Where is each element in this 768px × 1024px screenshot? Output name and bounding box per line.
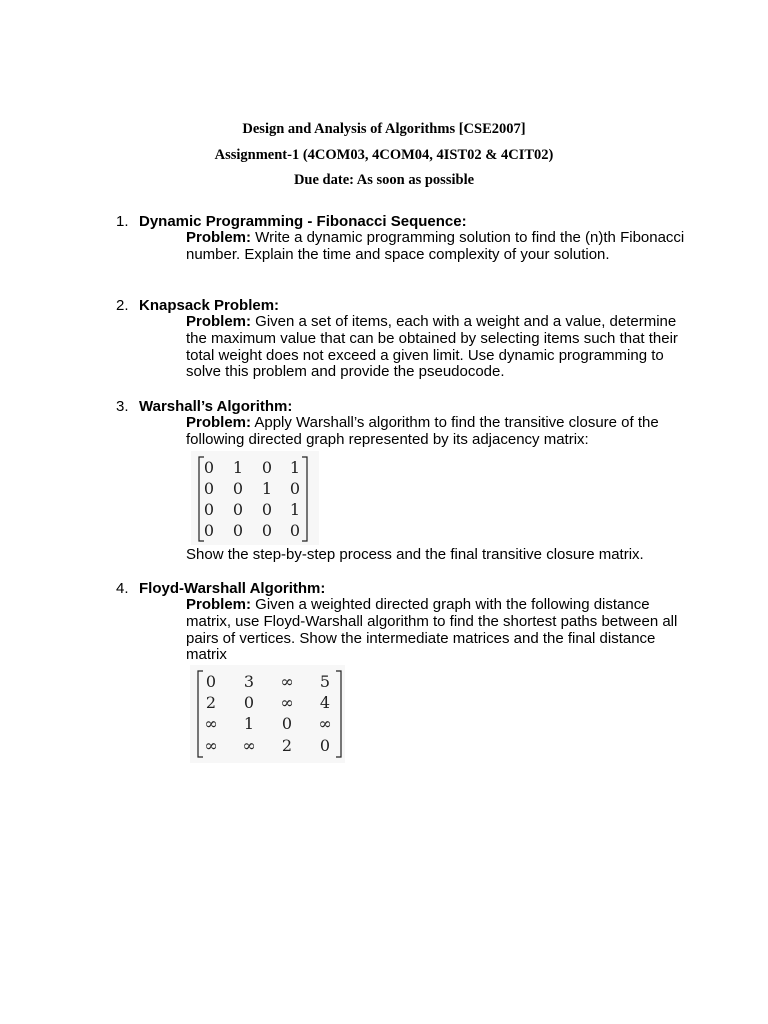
matrix-cell: ∞ <box>280 693 294 712</box>
matrix-cell: 5 <box>319 672 331 691</box>
question-3-text: Apply Warshall’s algorithm to find the transitive closure of the following directed graph represented by its adjacency matrix: <box>186 414 659 448</box>
distance-matrix <box>190 665 345 763</box>
matrix-cell: 0 <box>261 458 273 477</box>
question-4-problem <box>186 597 686 664</box>
matrix-cell: 4 <box>319 693 331 712</box>
question-2-title: Knapsack Problem: <box>139 297 280 314</box>
matrix-cell: 2 <box>205 693 217 712</box>
matrix-cell: 1 <box>232 458 244 477</box>
course-title: Design and Analysis of Algorithms [CSE2007] <box>242 121 526 137</box>
question-4-heading <box>116 580 325 597</box>
matrix-cell: 0 <box>203 521 215 540</box>
matrix-cell: 0 <box>203 479 215 498</box>
matrix-cell: 1 <box>261 479 273 498</box>
right-bracket <box>302 457 307 541</box>
matrix-cell: 1 <box>289 458 301 477</box>
matrix-cell: 0 <box>289 521 301 540</box>
matrix-cell: 3 <box>243 672 255 691</box>
question-3-problem <box>186 415 686 449</box>
question-1-text: Write a dynamic programming solution to find the (n)th Fibonacci number. Explain the time and space complexity of your solution. <box>186 229 685 263</box>
question-1-label: Problem: <box>186 229 252 246</box>
question-3-label: Problem: <box>186 414 252 431</box>
question-3-title: Warshall’s Algorithm: <box>139 398 293 415</box>
matrix-cell: 0 <box>232 479 244 498</box>
matrix-cell: ∞ <box>204 714 218 733</box>
question-1-problem <box>186 230 686 264</box>
question-4-title: Floyd-Warshall Algorithm: <box>139 580 326 597</box>
question-1-number: 1. <box>116 213 129 230</box>
matrix-cell: 0 <box>261 500 273 519</box>
matrix-cell: 1 <box>243 714 255 733</box>
matrix-cell: 0 <box>203 500 215 519</box>
matrix-cell: 0 <box>289 479 301 498</box>
question-2-number: 2. <box>116 297 129 314</box>
question-4-text: Given a weighted directed graph with the following distance matrix, use Floyd-Warshall algorithm to find the shortest paths between all pairs of vertices. Show the intermediate matrices and the final distance matrix <box>186 596 678 664</box>
matrix-cell: ∞ <box>318 714 332 733</box>
matrix-cell: 0 <box>205 672 217 691</box>
matrix-cell: 1 <box>289 500 301 519</box>
matrix-cell: ∞ <box>242 736 256 755</box>
question-4-label: Problem: <box>186 596 252 613</box>
matrix-cell: ∞ <box>280 672 294 691</box>
matrix-cell: 0 <box>232 500 244 519</box>
question-1-heading <box>116 213 467 230</box>
question-1-title: Dynamic Programming - Fibonacci Sequence: <box>139 213 467 230</box>
distance-matrix-figure <box>190 665 345 763</box>
question-2-heading <box>116 297 279 314</box>
matrix-cell: 0 <box>281 714 293 733</box>
adjacency-matrix-figure <box>191 451 319 545</box>
matrix-cell: 0 <box>243 693 255 712</box>
adjacency-matrix <box>191 451 319 545</box>
question-3-heading <box>116 398 292 415</box>
matrix-cell: 2 <box>281 736 293 755</box>
question-4-number: 4. <box>116 580 129 597</box>
question-2-label: Problem: <box>186 313 252 330</box>
matrix-cell: ∞ <box>204 736 218 755</box>
matrix-cell: 0 <box>203 458 215 477</box>
question-2-problem <box>186 314 686 381</box>
left-bracket <box>198 671 203 757</box>
question-3-number: 3. <box>116 398 129 415</box>
question-2-text: Given a set of items, each with a weight and a value, determine the maximum value that can be obtained by selecting items such that their total weight does not exceed a given limit. Use dynamic programming to solve this problem and provide the pseudocode. <box>186 313 678 381</box>
right-bracket <box>336 671 341 757</box>
matrix-cell: 0 <box>319 736 331 755</box>
question-3-followup: Show the step-by-step process and the final transitive closure matrix. <box>186 546 644 563</box>
assignment-title: Assignment-1 (4COM03, 4COM04, 4IST02 & 4CIT02) <box>214 147 554 163</box>
due-date: Due date: As soon as possible <box>293 172 475 188</box>
matrix-cell: 0 <box>261 521 273 540</box>
matrix-cell: 0 <box>232 521 244 540</box>
